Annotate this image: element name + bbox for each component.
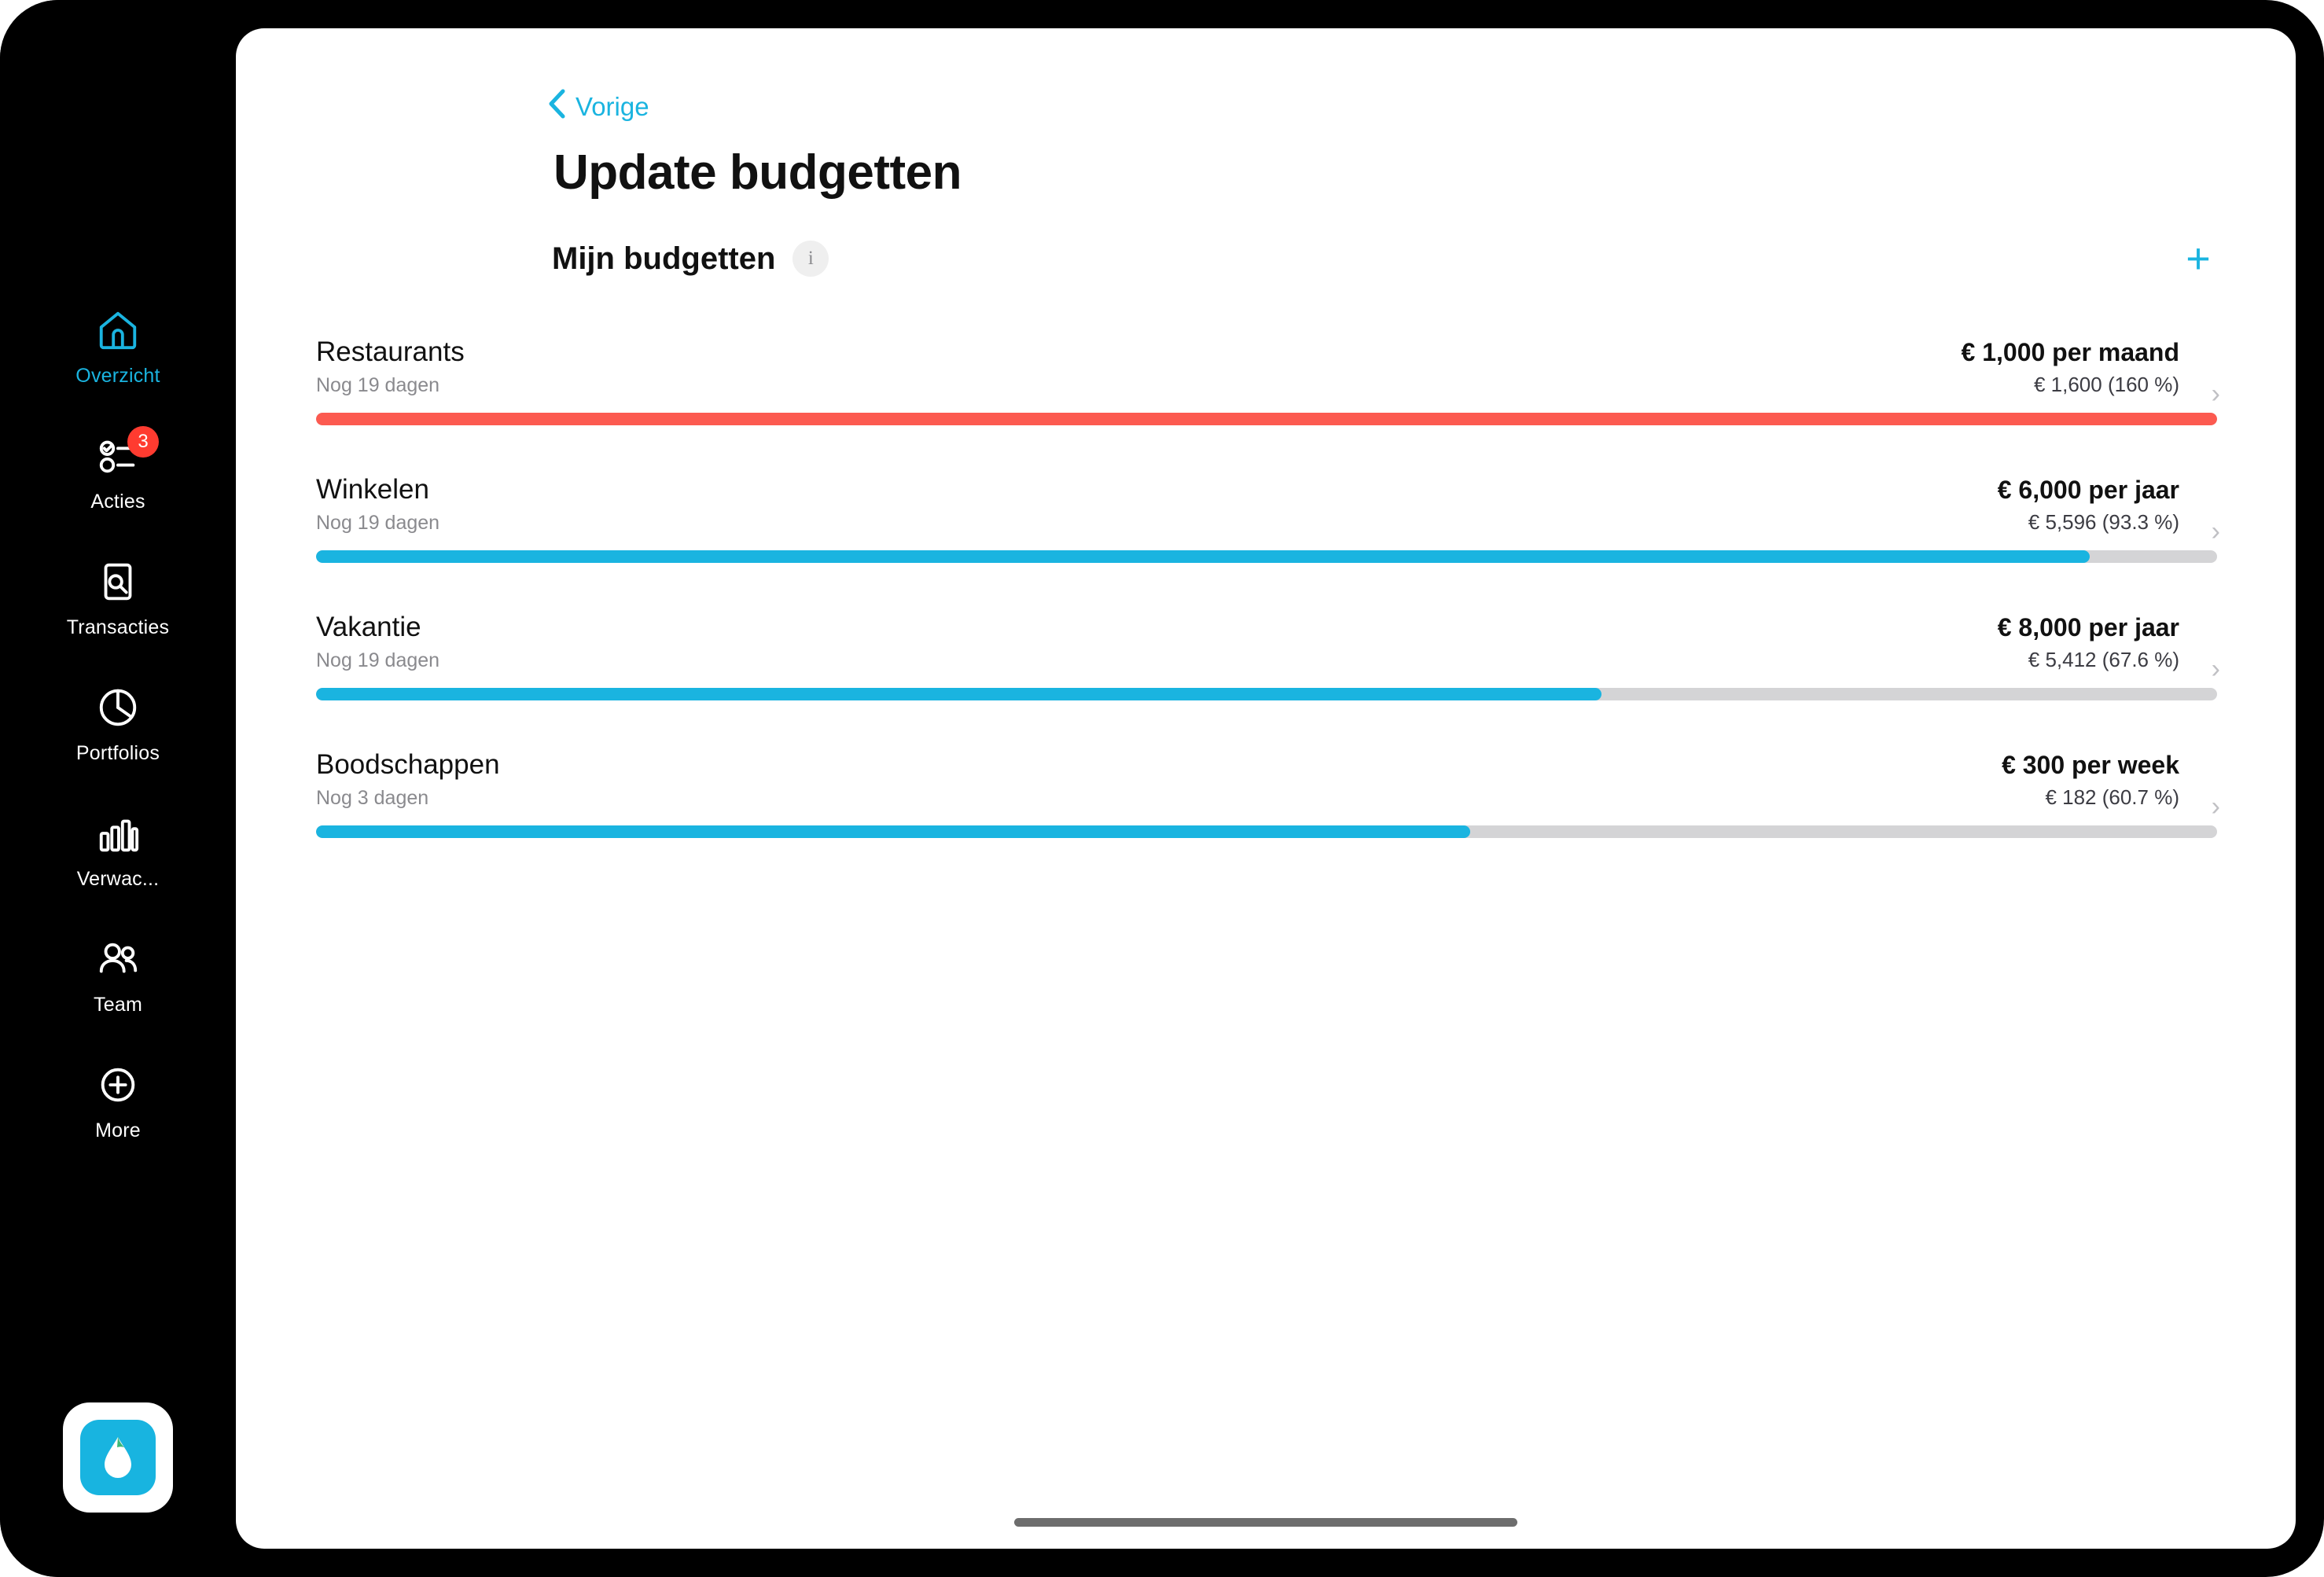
budget-progress-track xyxy=(316,688,2217,700)
sidebar-item-transacties[interactable] xyxy=(0,558,236,684)
budget-list xyxy=(236,319,2296,869)
home-icon xyxy=(94,307,142,354)
budget-days-remaining: Nog 3 dagen xyxy=(316,787,429,809)
sidebar-item-label: Portfolios xyxy=(75,742,160,764)
app-logo-icon[interactable] xyxy=(63,1402,173,1513)
budget-limit: € 8,000 per jaar xyxy=(1997,613,2179,641)
budget-spent: € 5,596 (93.3 %) xyxy=(2028,510,2179,534)
back-button-label: Vorige xyxy=(575,92,649,121)
bar-chart-icon xyxy=(94,810,142,857)
budget-spent: € 1,600 (160 %) xyxy=(2033,373,2179,396)
notification-badge: 3 xyxy=(127,426,159,458)
budget-row-top xyxy=(316,732,2217,781)
plus-circle-icon xyxy=(94,1061,142,1108)
sidebar-item-label: Transacties xyxy=(66,616,170,638)
chevron-right-icon[interactable]: › xyxy=(2211,516,2220,546)
transactions-icon xyxy=(94,558,142,605)
budget-row-top xyxy=(316,457,2217,505)
budget-name: Winkelen xyxy=(316,474,429,505)
budget-row-sub xyxy=(316,373,2217,397)
budget-row[interactable] xyxy=(236,457,2296,594)
budget-limit: € 6,000 per jaar xyxy=(1997,476,2179,504)
budget-progress-fill xyxy=(316,550,2090,563)
budget-name: Restaurants xyxy=(316,336,465,367)
sidebar xyxy=(0,0,236,1577)
chevron-right-icon[interactable]: › xyxy=(2211,379,2220,409)
sidebar-item-label: Team xyxy=(94,994,142,1016)
budget-name: Vakantie xyxy=(316,612,421,642)
pie-chart-icon xyxy=(94,684,142,731)
main-content-panel xyxy=(236,28,2296,1549)
budget-row-top xyxy=(316,319,2217,368)
chevron-left-icon xyxy=(547,88,566,126)
budget-days-remaining: Nog 19 dagen xyxy=(316,512,440,534)
budget-row[interactable] xyxy=(236,732,2296,869)
chevron-right-icon[interactable]: › xyxy=(2211,654,2220,684)
budget-progress-track xyxy=(316,825,2217,838)
people-icon xyxy=(94,936,142,983)
back-button[interactable] xyxy=(547,88,649,126)
budget-name: Boodschappen xyxy=(316,749,500,780)
budget-row[interactable] xyxy=(236,594,2296,732)
add-budget-button[interactable]: + xyxy=(2186,235,2211,282)
sidebar-item-label: Overzicht xyxy=(75,365,160,387)
budget-row-sub xyxy=(316,648,2217,672)
sidebar-item-more[interactable] xyxy=(0,1061,236,1187)
budget-spent: € 182 (60.7 %) xyxy=(2045,785,2179,809)
budget-progress-fill xyxy=(316,413,2217,425)
budget-days-remaining: Nog 19 dagen xyxy=(316,374,440,396)
home-indicator xyxy=(1014,1518,1517,1527)
sidebar-nav xyxy=(0,307,236,1187)
budget-row-sub xyxy=(316,510,2217,535)
budget-limit: € 1,000 per maand xyxy=(1961,338,2179,366)
sidebar-item-portfolios[interactable] xyxy=(0,684,236,810)
budget-progress-track xyxy=(316,550,2217,563)
budget-progress-fill xyxy=(316,825,1470,838)
info-icon[interactable]: i xyxy=(792,241,829,277)
budget-row-top xyxy=(316,594,2217,643)
sidebar-item-acties[interactable] xyxy=(0,432,236,558)
chevron-right-icon[interactable]: › xyxy=(2211,792,2220,822)
budget-row[interactable] xyxy=(236,319,2296,457)
page-title: Update budgetten xyxy=(553,145,962,200)
section-title: Mijn budgetten xyxy=(552,241,776,276)
budget-progress-track xyxy=(316,413,2217,425)
budget-days-remaining: Nog 19 dagen xyxy=(316,649,440,671)
sidebar-item-label: More xyxy=(95,1119,141,1141)
tasks-icon xyxy=(94,431,149,480)
sidebar-item-verwac[interactable] xyxy=(0,810,236,936)
sidebar-item-label: Acties xyxy=(90,491,145,513)
section-header xyxy=(552,241,829,277)
budget-spent: € 5,412 (67.6 %) xyxy=(2028,648,2179,671)
sidebar-item-overzicht[interactable] xyxy=(0,307,236,432)
budget-row-sub xyxy=(316,785,2217,810)
budget-limit: € 300 per week xyxy=(2002,751,2179,779)
sidebar-item-team[interactable] xyxy=(0,936,236,1061)
budget-progress-fill xyxy=(316,688,1601,700)
sidebar-item-label: Verwac... xyxy=(76,868,160,890)
